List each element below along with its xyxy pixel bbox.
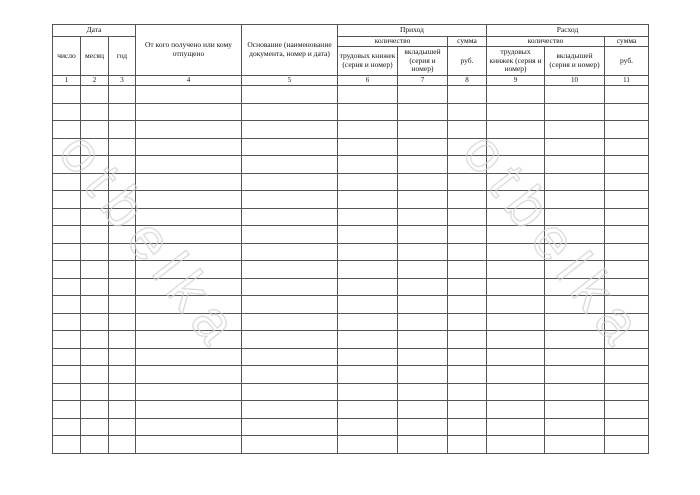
table-cell[interactable]: [242, 156, 338, 174]
table-cell[interactable]: [136, 331, 242, 349]
income-quantity-header: количество: [338, 37, 448, 47]
table-cell[interactable]: [605, 278, 649, 296]
expense-amount-header: сумма: [605, 37, 649, 47]
table-cell[interactable]: [136, 121, 242, 139]
column-number: 3: [109, 76, 136, 86]
table-cell[interactable]: [53, 366, 81, 384]
table-cell[interactable]: [53, 313, 81, 331]
basis-header: Основание (наименование документа, номер и дата): [242, 25, 338, 76]
table-cell[interactable]: [448, 121, 487, 139]
table-cell[interactable]: [398, 331, 448, 349]
watermark-text: otbelka: [449, 120, 660, 364]
income-workbooks-header: трудовых книжек (серия и номер): [338, 47, 398, 76]
table-row: [53, 86, 649, 104]
table-cell[interactable]: [487, 226, 545, 244]
table-cell[interactable]: [242, 208, 338, 226]
table-cell[interactable]: [448, 243, 487, 261]
table-cell[interactable]: [109, 208, 136, 226]
table-cell[interactable]: [136, 366, 242, 384]
table-cell[interactable]: [136, 86, 242, 104]
table-cell[interactable]: [338, 86, 398, 104]
table-cell[interactable]: [109, 278, 136, 296]
table-cell[interactable]: [338, 436, 398, 454]
table-cell[interactable]: [136, 156, 242, 174]
table-cell[interactable]: [242, 331, 338, 349]
table-cell[interactable]: [398, 138, 448, 156]
table-cell[interactable]: [605, 173, 649, 191]
table-header: [53, 25, 649, 86]
table-cell[interactable]: [136, 418, 242, 436]
table-cell[interactable]: [545, 313, 605, 331]
table-cell[interactable]: [136, 278, 242, 296]
table-cell[interactable]: [545, 296, 605, 314]
table-cell[interactable]: [487, 418, 545, 436]
table-cell[interactable]: [605, 331, 649, 349]
table-cell[interactable]: [53, 296, 81, 314]
table-cell[interactable]: [338, 226, 398, 244]
table-cell[interactable]: [545, 173, 605, 191]
table-cell[interactable]: [487, 103, 545, 121]
table-cell[interactable]: [487, 401, 545, 419]
table-cell[interactable]: [605, 348, 649, 366]
table-cell[interactable]: [53, 261, 81, 279]
table-cell[interactable]: [53, 191, 81, 209]
table-cell[interactable]: [53, 208, 81, 226]
table-cell[interactable]: [242, 121, 338, 139]
table-cell[interactable]: [338, 191, 398, 209]
table-cell[interactable]: [109, 138, 136, 156]
table-cell[interactable]: [136, 313, 242, 331]
table-cell[interactable]: [53, 243, 81, 261]
table-cell[interactable]: [81, 313, 109, 331]
table-cell[interactable]: [545, 121, 605, 139]
table-cell[interactable]: [338, 313, 398, 331]
table-cell[interactable]: [242, 296, 338, 314]
table-cell[interactable]: [109, 226, 136, 244]
table-cell[interactable]: [81, 261, 109, 279]
table-cell[interactable]: [338, 331, 398, 349]
table-cell[interactable]: [545, 418, 605, 436]
table-cell[interactable]: [53, 418, 81, 436]
table-cell[interactable]: [338, 208, 398, 226]
table-cell[interactable]: [487, 86, 545, 104]
table-cell[interactable]: [448, 383, 487, 401]
table-cell[interactable]: [81, 191, 109, 209]
table-cell[interactable]: [398, 226, 448, 244]
table-row: [53, 191, 649, 209]
table-cell[interactable]: [109, 261, 136, 279]
table-cell[interactable]: [136, 401, 242, 419]
table-cell[interactable]: [487, 278, 545, 296]
table-cell[interactable]: [545, 226, 605, 244]
table-row: [53, 331, 649, 349]
table-cell[interactable]: [136, 383, 242, 401]
table-cell[interactable]: [545, 86, 605, 104]
table-cell[interactable]: [398, 296, 448, 314]
column-number: 10: [545, 76, 605, 86]
table-cell[interactable]: [448, 261, 487, 279]
table-cell[interactable]: [242, 436, 338, 454]
table-cell[interactable]: [398, 156, 448, 174]
table-row: [53, 208, 649, 226]
table-cell[interactable]: [81, 226, 109, 244]
table-cell[interactable]: [242, 418, 338, 436]
table-cell[interactable]: [338, 401, 398, 419]
table-cell[interactable]: [242, 243, 338, 261]
table-cell[interactable]: [448, 138, 487, 156]
table-row: [53, 173, 649, 191]
table-cell[interactable]: [398, 313, 448, 331]
table-cell[interactable]: [487, 208, 545, 226]
table-cell[interactable]: [448, 226, 487, 244]
income-inserts-header: вкладышей (серия и номер): [398, 47, 448, 76]
table-cell[interactable]: [109, 296, 136, 314]
table-cell[interactable]: [242, 313, 338, 331]
table-cell[interactable]: [448, 296, 487, 314]
table-cell[interactable]: [487, 138, 545, 156]
table-cell[interactable]: [605, 208, 649, 226]
table-cell[interactable]: [487, 313, 545, 331]
table-cell[interactable]: [109, 103, 136, 121]
table-cell[interactable]: [81, 278, 109, 296]
table-cell[interactable]: [605, 138, 649, 156]
table-cell[interactable]: [242, 401, 338, 419]
table-cell[interactable]: [448, 191, 487, 209]
table-cell[interactable]: [545, 348, 605, 366]
table-cell[interactable]: [448, 278, 487, 296]
table-cell[interactable]: [545, 331, 605, 349]
watermark-text: otbelka: [45, 120, 256, 364]
table-cell[interactable]: [545, 138, 605, 156]
table-cell[interactable]: [53, 156, 81, 174]
table-cell[interactable]: [448, 86, 487, 104]
table-cell[interactable]: [109, 331, 136, 349]
table-cell[interactable]: [487, 296, 545, 314]
date-group-header: Дата: [53, 25, 136, 37]
column-number: 8: [448, 76, 487, 86]
table-cell[interactable]: [487, 243, 545, 261]
table-cell[interactable]: [605, 383, 649, 401]
ledger-form: [52, 24, 648, 464]
table-cell[interactable]: [242, 261, 338, 279]
table-row: [53, 138, 649, 156]
table-cell[interactable]: [109, 383, 136, 401]
table-row: [53, 121, 649, 139]
table-cell[interactable]: [136, 103, 242, 121]
table-row: [53, 383, 649, 401]
table-cell[interactable]: [605, 121, 649, 139]
expense-quantity-header: количество: [487, 37, 605, 47]
table-cell[interactable]: [545, 208, 605, 226]
table-cell[interactable]: [136, 348, 242, 366]
table-cell[interactable]: [605, 436, 649, 454]
table-cell[interactable]: [545, 261, 605, 279]
expense-rub-header: руб.: [605, 47, 649, 76]
table-cell[interactable]: [605, 313, 649, 331]
table-cell[interactable]: [81, 348, 109, 366]
income-group-header: Приход: [338, 25, 487, 37]
table-cell[interactable]: [487, 331, 545, 349]
ledger-table: [52, 24, 649, 454]
table-cell[interactable]: [605, 156, 649, 174]
table-cell[interactable]: [398, 366, 448, 384]
column-number: 4: [136, 76, 242, 86]
table-cell[interactable]: [109, 418, 136, 436]
table-cell[interactable]: [448, 156, 487, 174]
table-cell[interactable]: [81, 366, 109, 384]
table-row: [53, 401, 649, 419]
table-cell[interactable]: [81, 208, 109, 226]
table-row: [53, 313, 649, 331]
table-cell[interactable]: [545, 243, 605, 261]
table-cell[interactable]: [605, 261, 649, 279]
table-cell[interactable]: [448, 401, 487, 419]
expense-group-header: Расход: [487, 25, 649, 37]
table-cell[interactable]: [53, 173, 81, 191]
table-cell[interactable]: [398, 401, 448, 419]
table-cell[interactable]: [487, 436, 545, 454]
table-cell[interactable]: [109, 86, 136, 104]
table-cell[interactable]: [242, 138, 338, 156]
expense-inserts-header: вкладышей (серия и номер): [545, 47, 605, 76]
table-cell[interactable]: [448, 103, 487, 121]
table-row: [53, 226, 649, 244]
table-cell[interactable]: [81, 418, 109, 436]
table-cell[interactable]: [605, 418, 649, 436]
table-row: [53, 366, 649, 384]
day-header: число: [53, 37, 81, 76]
table-cell[interactable]: [338, 121, 398, 139]
table-cell[interactable]: [109, 366, 136, 384]
table-cell[interactable]: [109, 191, 136, 209]
expense-workbooks-header: трудовых книжек (серия и номер): [487, 47, 545, 76]
table-cell[interactable]: [109, 348, 136, 366]
from-whom-header: От кого получено или кому отпущено: [136, 25, 242, 76]
table-cell[interactable]: [545, 278, 605, 296]
table-cell[interactable]: [338, 261, 398, 279]
table-cell[interactable]: [398, 383, 448, 401]
table-cell[interactable]: [448, 208, 487, 226]
table-cell[interactable]: [136, 138, 242, 156]
table-cell[interactable]: [398, 173, 448, 191]
table-cell[interactable]: [605, 86, 649, 104]
table-cell[interactable]: [242, 226, 338, 244]
table-cell[interactable]: [605, 226, 649, 244]
table-cell[interactable]: [109, 121, 136, 139]
table-cell[interactable]: [109, 156, 136, 174]
table-row: [53, 261, 649, 279]
table-cell[interactable]: [338, 418, 398, 436]
table-cell[interactable]: [487, 366, 545, 384]
table-cell[interactable]: [605, 366, 649, 384]
table-cell[interactable]: [53, 138, 81, 156]
table-row: [53, 156, 649, 174]
table-cell[interactable]: [136, 208, 242, 226]
table-cell[interactable]: [338, 243, 398, 261]
table-cell[interactable]: [242, 86, 338, 104]
table-cell[interactable]: [109, 173, 136, 191]
table-cell[interactable]: [398, 243, 448, 261]
table-cell[interactable]: [81, 173, 109, 191]
month-header: месяц: [81, 37, 109, 76]
table-cell[interactable]: [53, 226, 81, 244]
column-number: 5: [242, 76, 338, 86]
table-cell[interactable]: [448, 366, 487, 384]
column-number: 9: [487, 76, 545, 86]
table-cell[interactable]: [81, 121, 109, 139]
table-cell[interactable]: [545, 366, 605, 384]
table-cell[interactable]: [487, 191, 545, 209]
table-cell[interactable]: [605, 103, 649, 121]
table-cell[interactable]: [448, 331, 487, 349]
table-cell[interactable]: [81, 383, 109, 401]
table-cell[interactable]: [81, 243, 109, 261]
table-row: [53, 418, 649, 436]
table-cell[interactable]: [81, 156, 109, 174]
table-cell[interactable]: [398, 418, 448, 436]
table-cell[interactable]: [136, 226, 242, 244]
table-cell[interactable]: [487, 156, 545, 174]
table-cell[interactable]: [605, 243, 649, 261]
table-cell[interactable]: [398, 208, 448, 226]
table-cell[interactable]: [338, 296, 398, 314]
table-cell[interactable]: [136, 173, 242, 191]
table-cell[interactable]: [487, 261, 545, 279]
table-cell[interactable]: [109, 313, 136, 331]
table-cell[interactable]: [242, 383, 338, 401]
table-cell[interactable]: [398, 436, 448, 454]
table-cell[interactable]: [487, 173, 545, 191]
column-number: 6: [338, 76, 398, 86]
table-cell[interactable]: [605, 191, 649, 209]
table-cell[interactable]: [53, 401, 81, 419]
table-row: [53, 278, 649, 296]
table-cell[interactable]: [136, 436, 242, 454]
table-cell[interactable]: [53, 331, 81, 349]
table-cell[interactable]: [398, 261, 448, 279]
table-cell[interactable]: [242, 173, 338, 191]
table-row: [53, 103, 649, 121]
table-cell[interactable]: [136, 191, 242, 209]
table-cell[interactable]: [53, 103, 81, 121]
table-cell[interactable]: [81, 436, 109, 454]
table-cell[interactable]: [136, 243, 242, 261]
table-cell[interactable]: [448, 436, 487, 454]
table-cell[interactable]: [53, 383, 81, 401]
table-row: [53, 296, 649, 314]
table-cell[interactable]: [81, 296, 109, 314]
table-cell[interactable]: [545, 103, 605, 121]
table-cell[interactable]: [242, 278, 338, 296]
table-cell[interactable]: [53, 348, 81, 366]
table-cell[interactable]: [448, 313, 487, 331]
table-cell[interactable]: [398, 103, 448, 121]
column-number: 2: [81, 76, 109, 86]
table-cell[interactable]: [81, 331, 109, 349]
column-number: 1: [53, 76, 81, 86]
table-cell[interactable]: [109, 243, 136, 261]
table-cell[interactable]: [53, 121, 81, 139]
table-cell[interactable]: [448, 173, 487, 191]
table-cell[interactable]: [81, 401, 109, 419]
table-cell[interactable]: [53, 436, 81, 454]
table-cell[interactable]: [136, 296, 242, 314]
table-cell[interactable]: [338, 103, 398, 121]
table-cell[interactable]: [242, 348, 338, 366]
table-cell[interactable]: [398, 348, 448, 366]
table-cell[interactable]: [81, 86, 109, 104]
table-cell[interactable]: [448, 348, 487, 366]
table-cell[interactable]: [448, 418, 487, 436]
table-cell[interactable]: [242, 366, 338, 384]
table-cell[interactable]: [136, 261, 242, 279]
table-cell[interactable]: [487, 121, 545, 139]
table-cell[interactable]: [545, 436, 605, 454]
table-cell[interactable]: [242, 191, 338, 209]
table-cell[interactable]: [487, 383, 545, 401]
table-body: [53, 86, 649, 454]
table-cell[interactable]: [338, 138, 398, 156]
table-row: [53, 243, 649, 261]
table-cell[interactable]: [605, 401, 649, 419]
table-cell[interactable]: [545, 191, 605, 209]
table-cell[interactable]: [545, 156, 605, 174]
table-cell[interactable]: [81, 138, 109, 156]
income-amount-header: сумма: [448, 37, 487, 47]
table-cell[interactable]: [545, 383, 605, 401]
table-cell[interactable]: [53, 86, 81, 104]
table-cell[interactable]: [338, 278, 398, 296]
table-cell[interactable]: [81, 103, 109, 121]
table-cell[interactable]: [338, 366, 398, 384]
column-number: 11: [605, 76, 649, 86]
table-cell[interactable]: [53, 278, 81, 296]
table-cell[interactable]: [338, 156, 398, 174]
column-number-row: [53, 76, 649, 86]
table-cell[interactable]: [398, 278, 448, 296]
table-cell[interactable]: [338, 383, 398, 401]
table-cell[interactable]: [545, 401, 605, 419]
table-cell[interactable]: [398, 191, 448, 209]
year-header: год: [109, 37, 136, 76]
column-number: 7: [398, 76, 448, 86]
table-row: [53, 436, 649, 454]
table-cell[interactable]: [338, 348, 398, 366]
table-cell[interactable]: [242, 103, 338, 121]
table-cell[interactable]: [605, 296, 649, 314]
table-cell[interactable]: [398, 121, 448, 139]
table-cell[interactable]: [338, 173, 398, 191]
table-cell[interactable]: [487, 348, 545, 366]
table-cell[interactable]: [109, 401, 136, 419]
income-rub-header: руб.: [448, 47, 487, 76]
table-row: [53, 348, 649, 366]
table-cell[interactable]: [398, 86, 448, 104]
table-cell[interactable]: [109, 436, 136, 454]
